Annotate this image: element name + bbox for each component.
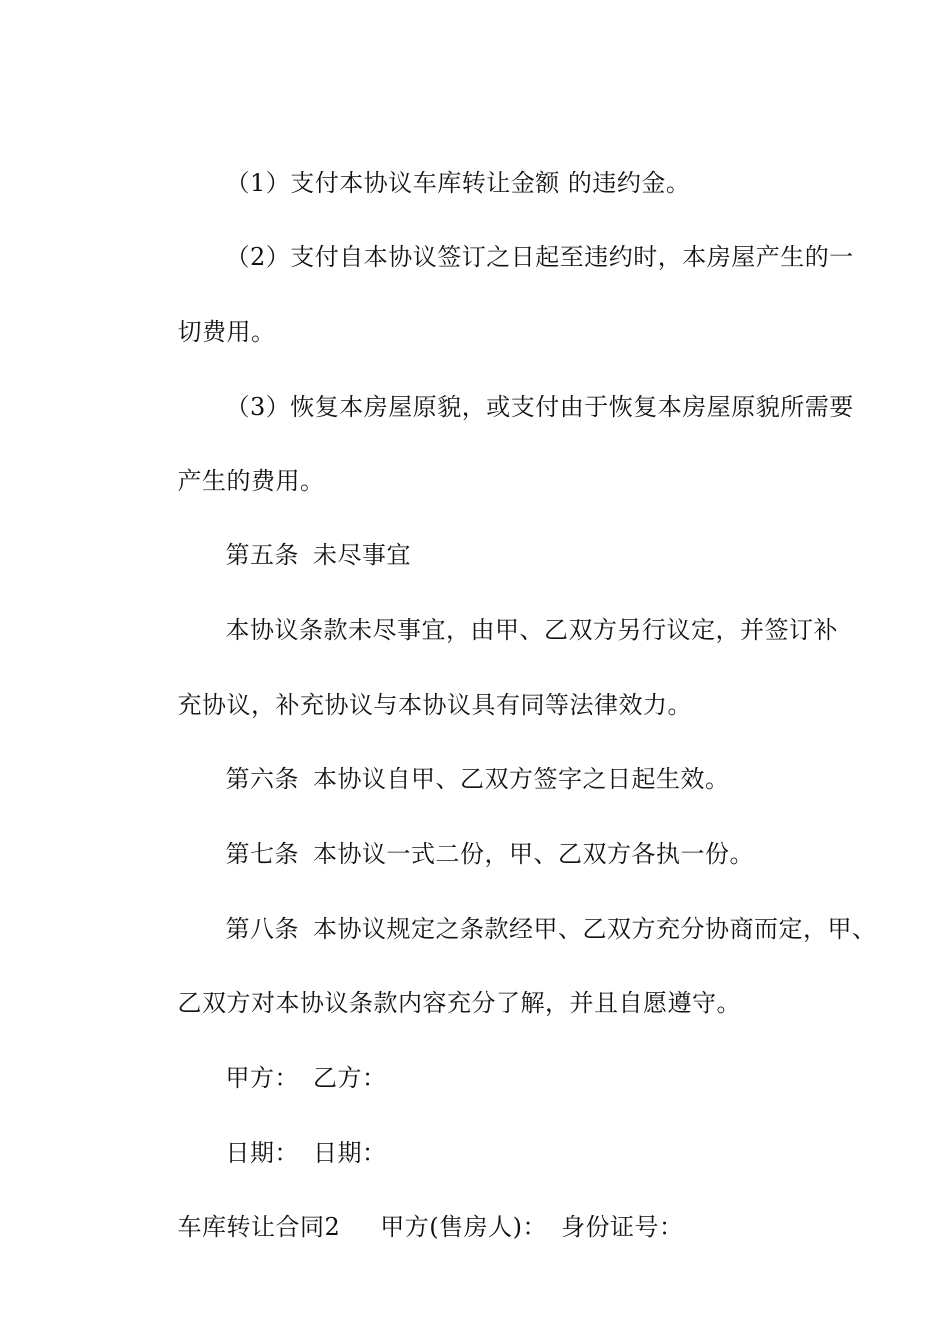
clause-4-item-3-text-2: 产生的费用。: [177, 467, 325, 495]
article-6-text: 本协议自甲、乙双方签字之日起生效。: [313, 765, 730, 793]
article-7-label: 第七条: [225, 840, 300, 868]
party-b-label: 乙方：: [313, 1064, 387, 1092]
article-8-label: 第八条: [225, 915, 300, 943]
clause-4-item-2-text-1: （2）支付自本协议签订之日起至违约时，本房屋产生的一: [225, 243, 854, 271]
date-a-label: 日期：: [225, 1139, 300, 1167]
contract-2-title: 车库转让合同2: [177, 1213, 341, 1241]
clause-4-item-1-text: （1）支付本协议车库转让金额 的违约金。: [225, 169, 691, 197]
article-7-text: 本协议一式二份，甲、乙双方各执一份。: [313, 840, 755, 868]
contract-2-party-a-label: 甲方(售房人)：: [380, 1213, 548, 1241]
article-6-label: 第六条: [225, 765, 300, 793]
party-a-label: 甲方：: [225, 1064, 300, 1092]
article-5-label: 第五条: [225, 541, 300, 569]
date-b-label: 日期：: [313, 1139, 387, 1167]
article-8-text-1: 本协议规定之条款经甲、乙双方充分协商而定，甲、: [313, 915, 877, 943]
clause-4-item-2-text-2: 切费用。: [177, 318, 276, 346]
article-5-text-2: 充协议，补充协议与本协议具有同等法律效力。: [177, 691, 693, 719]
contract-2-id-label: 身份证号：: [561, 1213, 684, 1241]
clause-4-item-2-line-1: [193, 212, 854, 302]
article-5-text-1: 本协议条款未尽事宜，由甲、乙双方另行议定，并签订补: [225, 616, 839, 644]
article-8-text-2: 乙双方对本协议条款内容充分了解，并且自愿遵守。: [177, 989, 742, 1017]
contract-2-heading: [145, 1182, 684, 1272]
clause-4-item-3-text-1: （3）恢复本房屋原貌，或支付由于恢复本房屋原貌所需要: [225, 393, 854, 421]
article-5-title: 未尽事宜: [313, 541, 412, 569]
